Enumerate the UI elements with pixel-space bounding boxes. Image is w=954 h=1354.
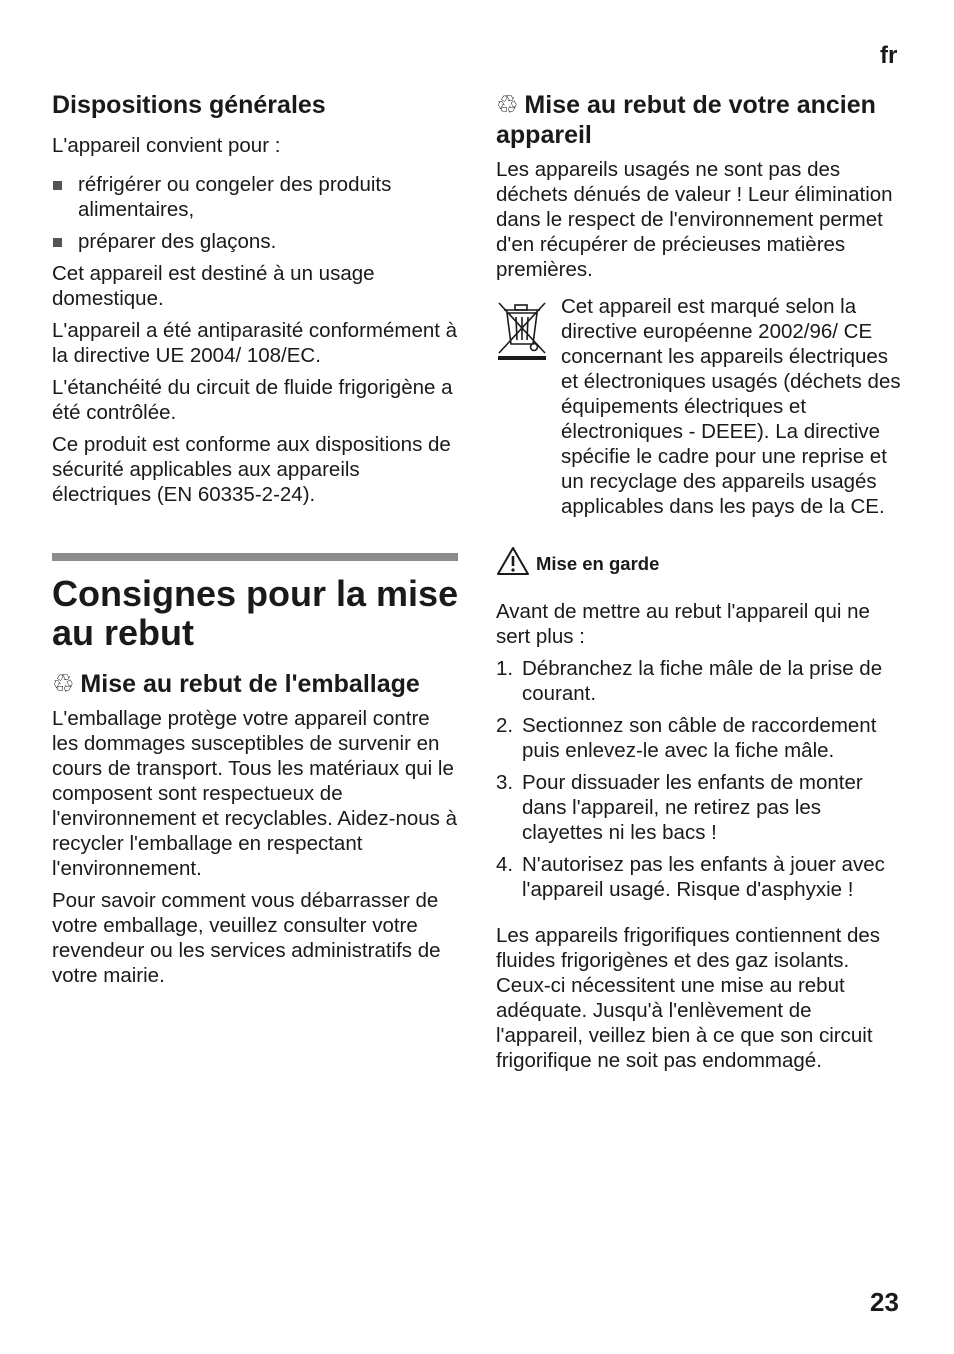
crossed-out-wheelie-bin-icon <box>496 300 550 526</box>
step-text: N'autorisez pas les enfants à jouer avec l'appareil usagé. Risque d'asphyxie ! <box>522 853 885 901</box>
step-number: 1. <box>496 657 514 680</box>
paragraph: L'étanchéité du circuit de fluide frigorigène a été contrôlée. <box>52 376 453 424</box>
list-item <box>496 852 902 902</box>
left-column <box>52 90 460 995</box>
paragraph: L'appareil a été antiparasité conformément à la directive UE 2004/ 108/EC. <box>52 319 458 367</box>
list-item <box>496 770 902 845</box>
recycling-icon: ♲ <box>496 91 519 119</box>
paragraph: Pour savoir comment vous débarrasser de votre emballage, veuillez consulter votre revendeur ou les services administratifs de votre mairie. <box>52 889 441 987</box>
packaging-heading <box>52 669 460 699</box>
chapter-title: Consignes pour la mise au rebut <box>52 573 459 653</box>
paragraph: Ce produit est conforme aux dispositions de sécurité applicables aux appareils électriques (EN 60335-2-24). <box>52 433 451 506</box>
list-item: préparer des glaçons. <box>52 229 460 254</box>
weee-text: Cet appareil est marqué selon la directive européenne 2002/96/ CE concernant les appareils électriques et électroniques usagés (déchets des équipements électriques et électroniques - DEEE). La directive spécifie le cadre pour une reprise et un recyclage des appareils usagés applicables dans les pays de la CE. <box>561 295 901 518</box>
right-column <box>496 90 902 1080</box>
warning-title: Mise en garde <box>536 552 660 574</box>
step-text: Débranchez la fiche mâle de la prise de courant. <box>522 657 883 705</box>
step-number: 3. <box>496 771 514 794</box>
warning-triangle-icon <box>496 546 530 581</box>
old-appliance-heading <box>496 90 902 150</box>
recycling-icon: ♲ <box>52 670 75 698</box>
list-item: réfrigérer ou congeler des produits alimentaires, <box>52 172 460 222</box>
steps-list <box>496 656 902 902</box>
paragraph: Cet appareil est destiné à un usage domestique. <box>52 262 375 310</box>
paragraph: L'emballage protège votre appareil contre les dommages susceptibles de survenir en cours de transport. Tous les matériaux qui le composent sont respectueux de l'environnement et recyclables. Aidez-nous à recycler l'emballage en respectant l'environnement. <box>52 707 458 880</box>
step-text: Pour dissuader les enfants de monter dans l'appareil, ne retirez pas les clayettes ni les bacs ! <box>522 771 863 844</box>
packaging-heading-text: Mise au rebut de l'emballage <box>80 670 420 698</box>
step-number: 2. <box>496 714 514 737</box>
usage-list <box>52 172 460 254</box>
warning-heading <box>496 546 902 581</box>
list-item <box>496 656 902 706</box>
paragraph: Avant de mettre au rebut l'appareil qui ne sert plus : <box>496 600 870 648</box>
general-intro: L'appareil convient pour : <box>52 134 281 157</box>
list-item <box>496 713 902 763</box>
weee-block <box>496 294 902 526</box>
paragraph: Les appareils frigorifiques contiennent des fluides frigorigènes et des gaz isolants. Ceux-ci nécessitent une mise au rebut adéquate. Jusqu'à l'enlèvement de l'appareil, veillez bien à ce que son circuit frigorifique ne soit pas endommagé. <box>496 924 881 1072</box>
page-number: 23 <box>870 1287 899 1317</box>
paragraph: Les appareils usagés ne sont pas des déchets dénués de valeur ! Leur élimination dans le respect de l'environnement permet d'en récupérer de précieuses matières premières. <box>496 158 893 281</box>
step-text: Sectionnez son câble de raccordement puis enlevez-le avec la fiche mâle. <box>522 714 877 762</box>
old-appliance-heading-text: Mise au rebut de votre ancien appareil <box>496 91 876 149</box>
language-marker: fr <box>880 42 898 69</box>
step-number: 4. <box>496 853 514 876</box>
general-provisions-heading: Dispositions générales <box>52 91 326 119</box>
chapter-divider <box>52 553 458 561</box>
